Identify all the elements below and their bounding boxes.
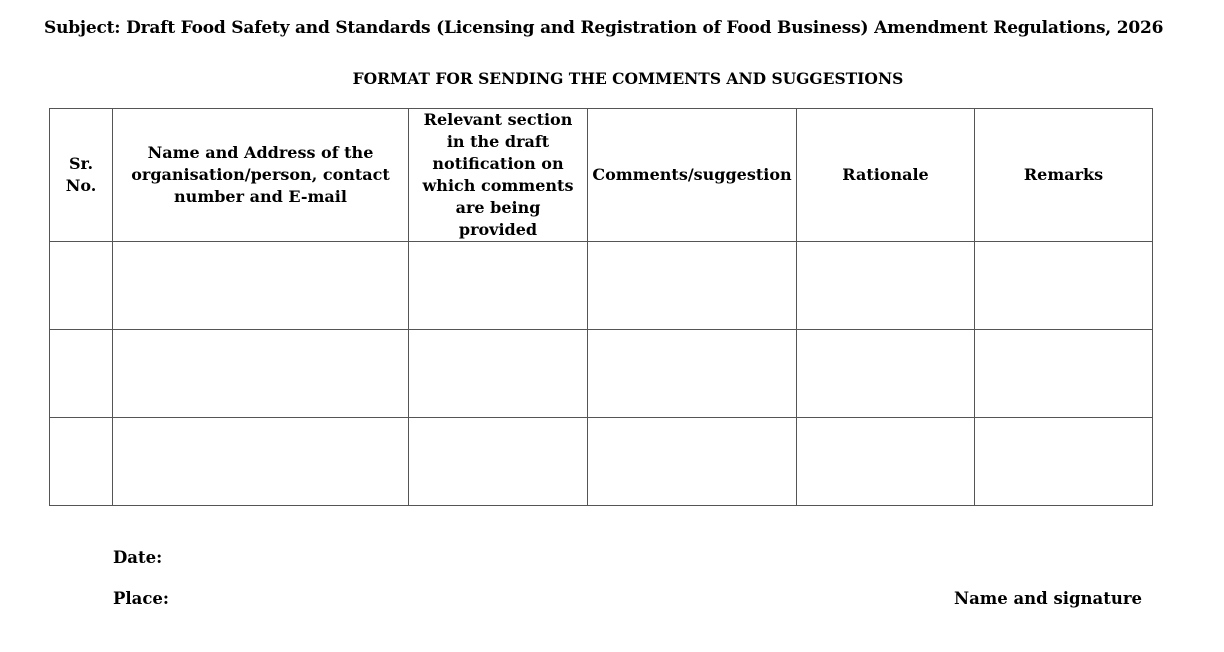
header-rationale: Rationale [797, 109, 975, 242]
header-name-address: Name and Address of the organisation/person, contact number and E-mail [113, 109, 409, 242]
comments-table [49, 108, 1153, 506]
table-cell[interactable] [588, 418, 797, 506]
table-cell[interactable] [797, 330, 975, 418]
table-cell[interactable] [409, 242, 588, 330]
table-cell[interactable] [797, 242, 975, 330]
table-cell[interactable] [113, 330, 409, 418]
table-cell[interactable] [113, 418, 409, 506]
table-row [50, 242, 1153, 330]
signature-label: Name and signature [954, 589, 1143, 608]
table-cell[interactable] [409, 418, 588, 506]
table-cell[interactable] [797, 418, 975, 506]
table-cell[interactable] [588, 330, 797, 418]
format-title: FORMAT FOR SENDING THE COMMENTS AND SUGGESTIONS [352, 69, 904, 88]
header-sr-no: Sr. No. [50, 109, 113, 242]
table-row [50, 418, 1153, 506]
header-relevant-section: Relevant section in the draft notification on which comments are being provided [409, 109, 588, 242]
table-cell[interactable] [588, 242, 797, 330]
table-row [50, 330, 1153, 418]
table-cell[interactable] [50, 242, 113, 330]
date-label: Date: [113, 548, 163, 567]
table-cell[interactable] [409, 330, 588, 418]
table-header-row [50, 109, 1153, 242]
place-label: Place: [113, 589, 170, 608]
table-cell[interactable] [50, 330, 113, 418]
header-remarks: Remarks [975, 109, 1153, 242]
table-cell[interactable] [975, 418, 1153, 506]
table-cell[interactable] [113, 242, 409, 330]
table-cell[interactable] [50, 418, 113, 506]
header-comments-suggestion: Comments/suggestion [588, 109, 797, 242]
table-cell[interactable] [975, 242, 1153, 330]
subject-line: Subject: Draft Food Safety and Standards (Licensing and Registration of Food Business) Amendment Regulations, 2026 [44, 18, 1164, 38]
table-cell[interactable] [975, 330, 1153, 418]
